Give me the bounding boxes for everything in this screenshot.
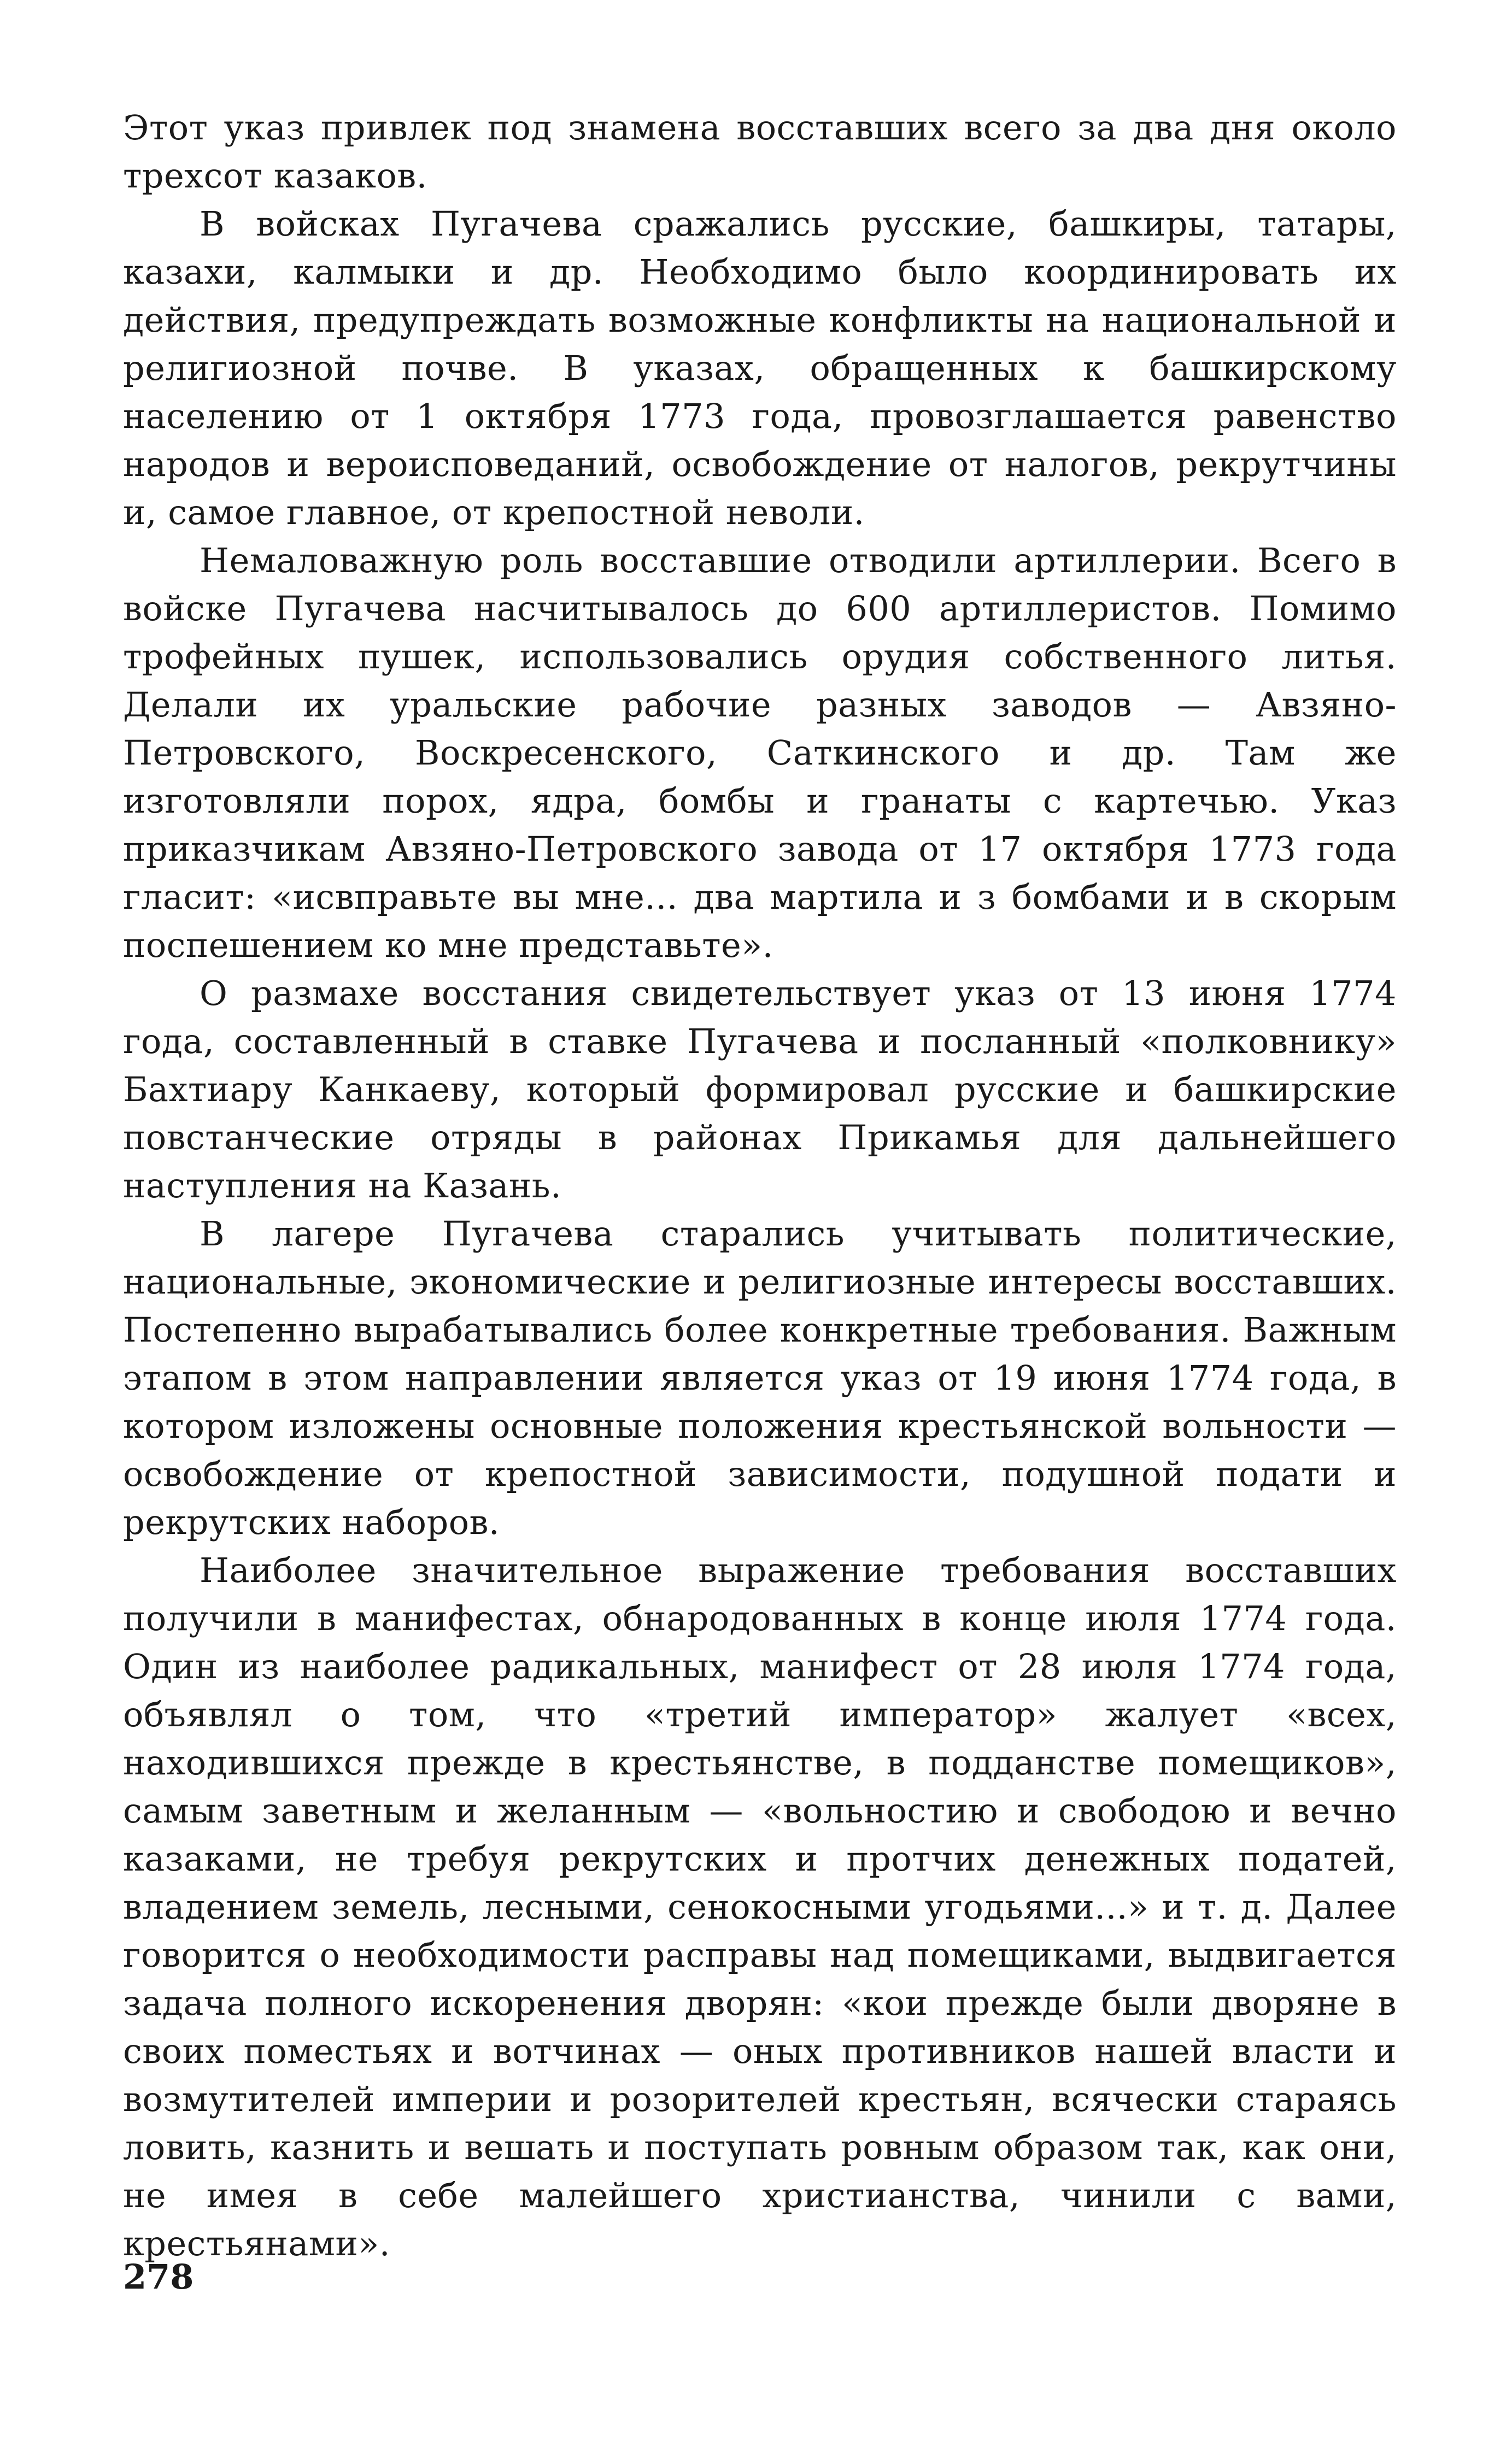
page-body: [123, 104, 1397, 2268]
paragraph-1: Этот указ привлек под знамена восставших всего за два дня около трехсот казаков.: [123, 108, 1397, 196]
paragraph-6: Наиболее значительное выражение требования восставших получили в манифестах, обнародованных в конце июля 1774 года. Один из наиболее радикальных, манифест от 28 июля 1774 года, объявлял о том, что «третий император» жалует «всех, находившихся прежде в крестьянстве, в подданстве помещиков», самым заветным и желанным — «вольностию и свободою и вечно казаками, не требуя рекрутских и протчих денежных податей, владением земель, лесными, сенокосными угодьями...» и т. д. Далее говорится о необходимости расправы над помещиками, выдвигается задача полного искоренения дворян: «кои прежде были дворяне в своих поместьях и вотчинах — оных противников нашей власти и возмутителей империи и розорителей крестьян, всячески стараясь ловить, казнить и вешать и поступать ровным образом так, как они, не имея в себе малейшего христианства, чинили с вами, крестьянами».: [123, 1550, 1397, 2263]
paragraph-2: В войсках Пугачева сражались русские, башкиры, татары, казахи, калмыки и др. Необходимо было координировать их действия, предупреждать возможные конфликты на национальной и религиозной почве. В указах, обращенных к башкирскому населению от 1 октября 1773 года, провозглашается равенство народов и вероисповеданий, освобождение от налогов, рекрутчины и, самое главное, от крепостной неволи.: [123, 204, 1397, 532]
paragraph-5: В лагере Пугачева старались учитывать политические, национальные, экономические и религиозные интересы восставших. Постепенно вырабатывались более конкретные требования. Важным этапом в этом направлении является указ от 19 июня 1774 года, в котором изложены основные положения крестьянской вольности — освобождение от крепостной зависимости, подушной подати и рекрутских наборов.: [123, 1214, 1397, 1542]
paragraph-4: О размахе восстания свидетельствует указ от 13 июня 1774 года, составленный в ставке Пугачева и посланный «полковнику» Бахтиару Канкаеву, который формировал русские и башкирские повстанческие отряды в районах Прикамья для дальнейшего наступления на Казань.: [123, 973, 1397, 1205]
paragraph-3: Немаловажную роль восставшие отводили артиллерии. Всего в войске Пугачева насчитывалось до 600 артиллеристов. Помимо трофейных пушек, использовались орудия собственного литья. Делали их уральские рабочие разных заводов — Авзяно-Петровского, Воскресенского, Саткинского и др. Там же изготовляли порох, ядра, бомбы и гранаты с картечью. Указ приказчикам Авзяно-Петровского завода от 17 октября 1773 года гласит: «исвправьте вы мне... два мартила и з бомбами и в скорым поспешением ко мне представьте».: [123, 540, 1397, 965]
page-number: 278: [123, 2257, 194, 2297]
